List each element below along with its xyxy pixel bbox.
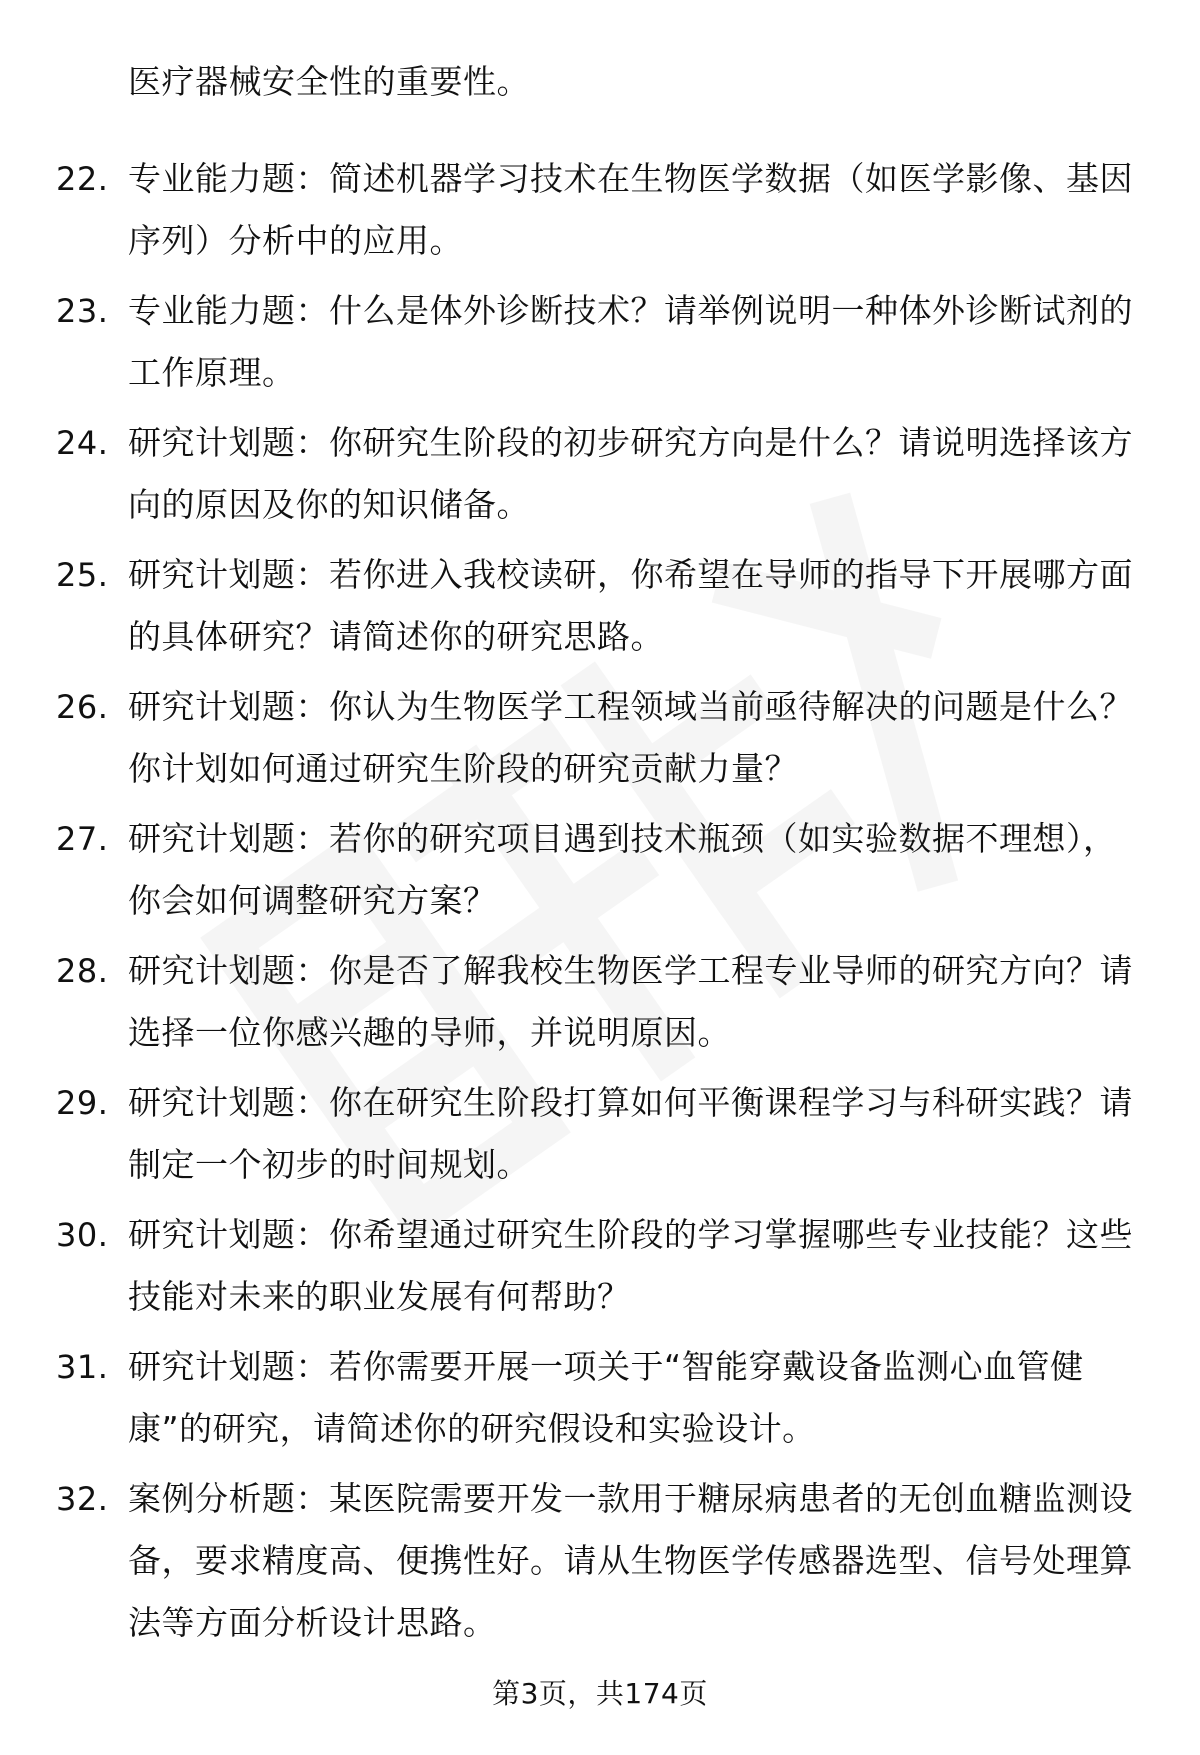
question-number: 27. [56,820,109,858]
question-item-31 [0,1336,1200,1468]
question-number: 31. [56,1348,109,1386]
question-text: 研究计划题：你认为生物医学工程领域当前亟待解决的问题是什么？你计划如何通过研究生阶段的研究贡献力量？ [128,687,1133,788]
question-item-29 [0,1072,1200,1204]
question-item-25 [0,544,1200,676]
question-item-30 [0,1204,1200,1336]
page-footer: 第3页，共174页 [492,1677,708,1710]
question-item-23 [0,280,1200,412]
question-number: 24. [56,424,109,462]
question-item-32 [0,1468,1200,1648]
question-number: 32. [56,1480,109,1518]
question-text: 研究计划题：你是否了解我校生物医学工程专业导师的研究方向？请选择一位你感兴趣的导师，并说明原因。 [128,951,1133,1052]
question-text: 研究计划题：你在研究生阶段打算如何平衡课程学习与科研实践？请制定一个初步的时间规划。 [128,1083,1133,1184]
question-number: 29. [56,1084,109,1122]
question-text: 研究计划题：若你的研究项目遇到技术瓶颈（如实验数据不理想），你会如何调整研究方案？ [128,819,1117,920]
question-item-26 [0,676,1200,808]
question-item-27 [0,808,1200,940]
question-number: 28. [56,952,109,990]
question-text: 研究计划题：若你进入我校读研，你希望在导师的指导下开展哪方面的具体研究？请简述你的研究思路。 [128,555,1133,656]
question-number: 23. [56,292,109,330]
question-item-22 [0,148,1200,280]
question-text: 专业能力题：简述机器学习技术在生物医学数据（如医学影像、基因序列）分析中的应用。 [128,159,1133,260]
question-text: 研究计划题：你希望通过研究生阶段的学习掌握哪些专业技能？这些技能对未来的职业发展有何帮助？ [128,1215,1133,1316]
question-number: 25. [56,556,109,594]
question-item-28 [0,940,1200,1072]
question-number: 26. [56,688,109,726]
question-text: 研究计划题：你研究生阶段的初步研究方向是什么？请说明选择该方向的原因及你的知识储备。 [128,423,1133,524]
continuation-text: 医疗器械安全性的重要性。 [128,62,530,101]
question-number: 30. [56,1216,109,1254]
question-text: 案例分析题：某医院需要开发一款用于糖尿病患者的无创血糖监测设备，要求精度高、便携性好。请从生物医学传感器选型、信号处理算法等方面分析设计思路。 [128,1479,1133,1642]
question-text: 研究计划题：若你需要开展一项关于“智能穿戴设备监测心血管健康”的研究，请简述你的研究假设和实验设计。 [128,1347,1084,1448]
question-number: 22. [56,160,109,198]
question-item-24 [0,412,1200,544]
question-list [0,148,1200,1648]
question-text: 专业能力题：什么是体外诊断技术？请举例说明一种体外诊断试剂的工作原理。 [128,291,1133,392]
